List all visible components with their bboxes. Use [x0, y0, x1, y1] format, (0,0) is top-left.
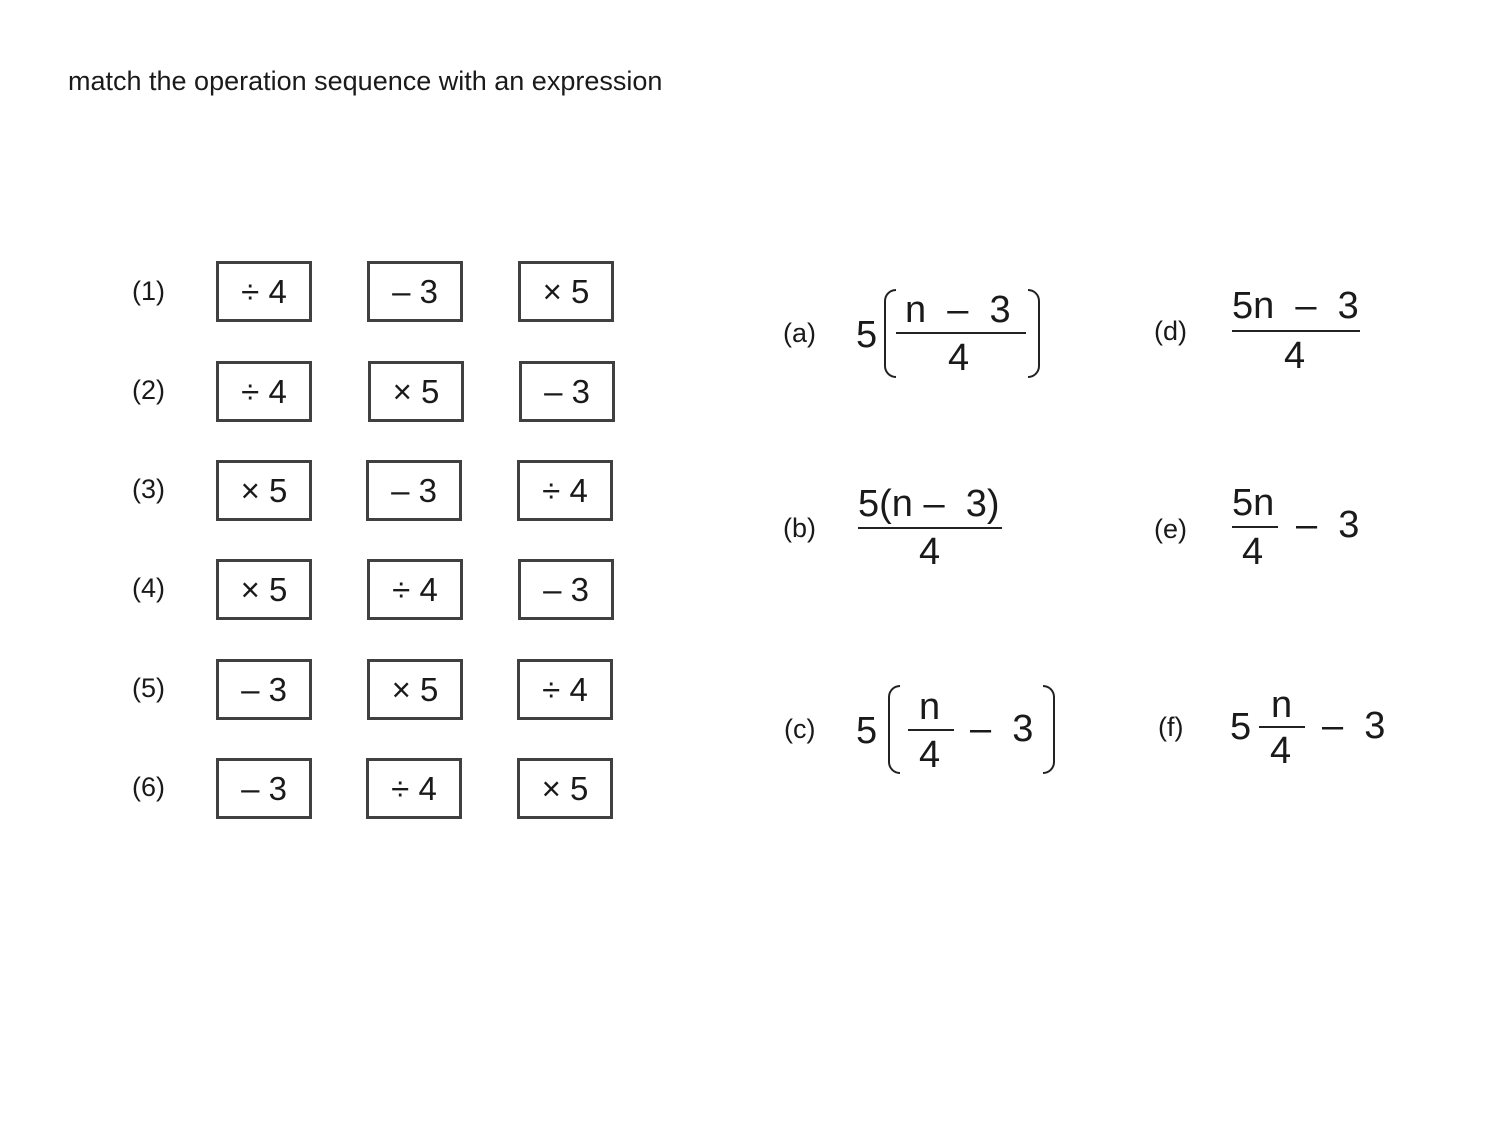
row-label: (5)	[132, 673, 165, 703]
operation-box: – 3	[519, 361, 615, 422]
fraction-bar	[1232, 330, 1360, 332]
operation-box: ÷ 4	[366, 758, 462, 819]
numerator: n	[1271, 684, 1293, 726]
operation-box: × 5	[368, 361, 464, 422]
instruction-title: match the operation sequence with an expression	[68, 66, 663, 96]
row-label: (6)	[132, 772, 165, 802]
operation-box: × 5	[216, 460, 312, 521]
expression-label: (a)	[783, 318, 816, 348]
numerator: 5n – 3	[1232, 285, 1359, 327]
numerator: n – 3	[905, 289, 1011, 331]
expression-label: (b)	[783, 513, 816, 543]
right-bracket	[1028, 289, 1040, 378]
operation-box: × 5	[216, 559, 312, 620]
operation-box: × 5	[518, 261, 614, 322]
numerator: 5(n – 3)	[858, 483, 1000, 525]
operation-box: – 3	[216, 659, 312, 720]
expression-label: (f)	[1158, 712, 1184, 742]
expression-label: (d)	[1154, 316, 1187, 346]
expression-label: (c)	[784, 714, 816, 744]
row-label: (2)	[132, 375, 165, 405]
denominator: 4	[1242, 531, 1264, 573]
trailing-term: – 3	[970, 708, 1034, 750]
operation-box: – 3	[366, 460, 462, 521]
fraction-bar	[858, 527, 1002, 529]
trailing-term: – 3	[1322, 705, 1386, 747]
row-label: (4)	[132, 573, 165, 603]
left-bracket	[884, 289, 896, 378]
left-bracket	[888, 685, 900, 774]
numerator: 5n	[1232, 482, 1275, 524]
operation-box: ÷ 4	[216, 361, 312, 422]
denominator: 4	[1270, 730, 1292, 772]
denominator: 4	[948, 337, 970, 379]
operation-box: × 5	[517, 758, 613, 819]
coefficient: 5	[856, 710, 878, 752]
denominator: 4	[1284, 335, 1306, 377]
expression-label: (e)	[1154, 514, 1187, 544]
numerator: n	[919, 686, 941, 728]
fraction-bar	[1259, 726, 1305, 728]
trailing-term: – 3	[1296, 504, 1360, 546]
operation-box: × 5	[367, 659, 463, 720]
fraction-bar	[1232, 526, 1278, 528]
right-bracket	[1043, 685, 1055, 774]
denominator: 4	[919, 734, 941, 776]
row-label: (1)	[132, 276, 165, 306]
operation-box: ÷ 4	[216, 261, 312, 322]
operation-box: – 3	[216, 758, 312, 819]
coefficient: 5	[1230, 706, 1252, 748]
coefficient: 5	[856, 314, 878, 356]
operation-box: ÷ 4	[517, 460, 613, 521]
operation-box: ÷ 4	[517, 659, 613, 720]
operation-box: – 3	[518, 559, 614, 620]
row-label: (3)	[132, 474, 165, 504]
operation-box: – 3	[367, 261, 463, 322]
denominator: 4	[919, 531, 941, 573]
fraction-bar	[908, 729, 954, 731]
fraction-bar	[896, 332, 1026, 334]
operation-box: ÷ 4	[367, 559, 463, 620]
